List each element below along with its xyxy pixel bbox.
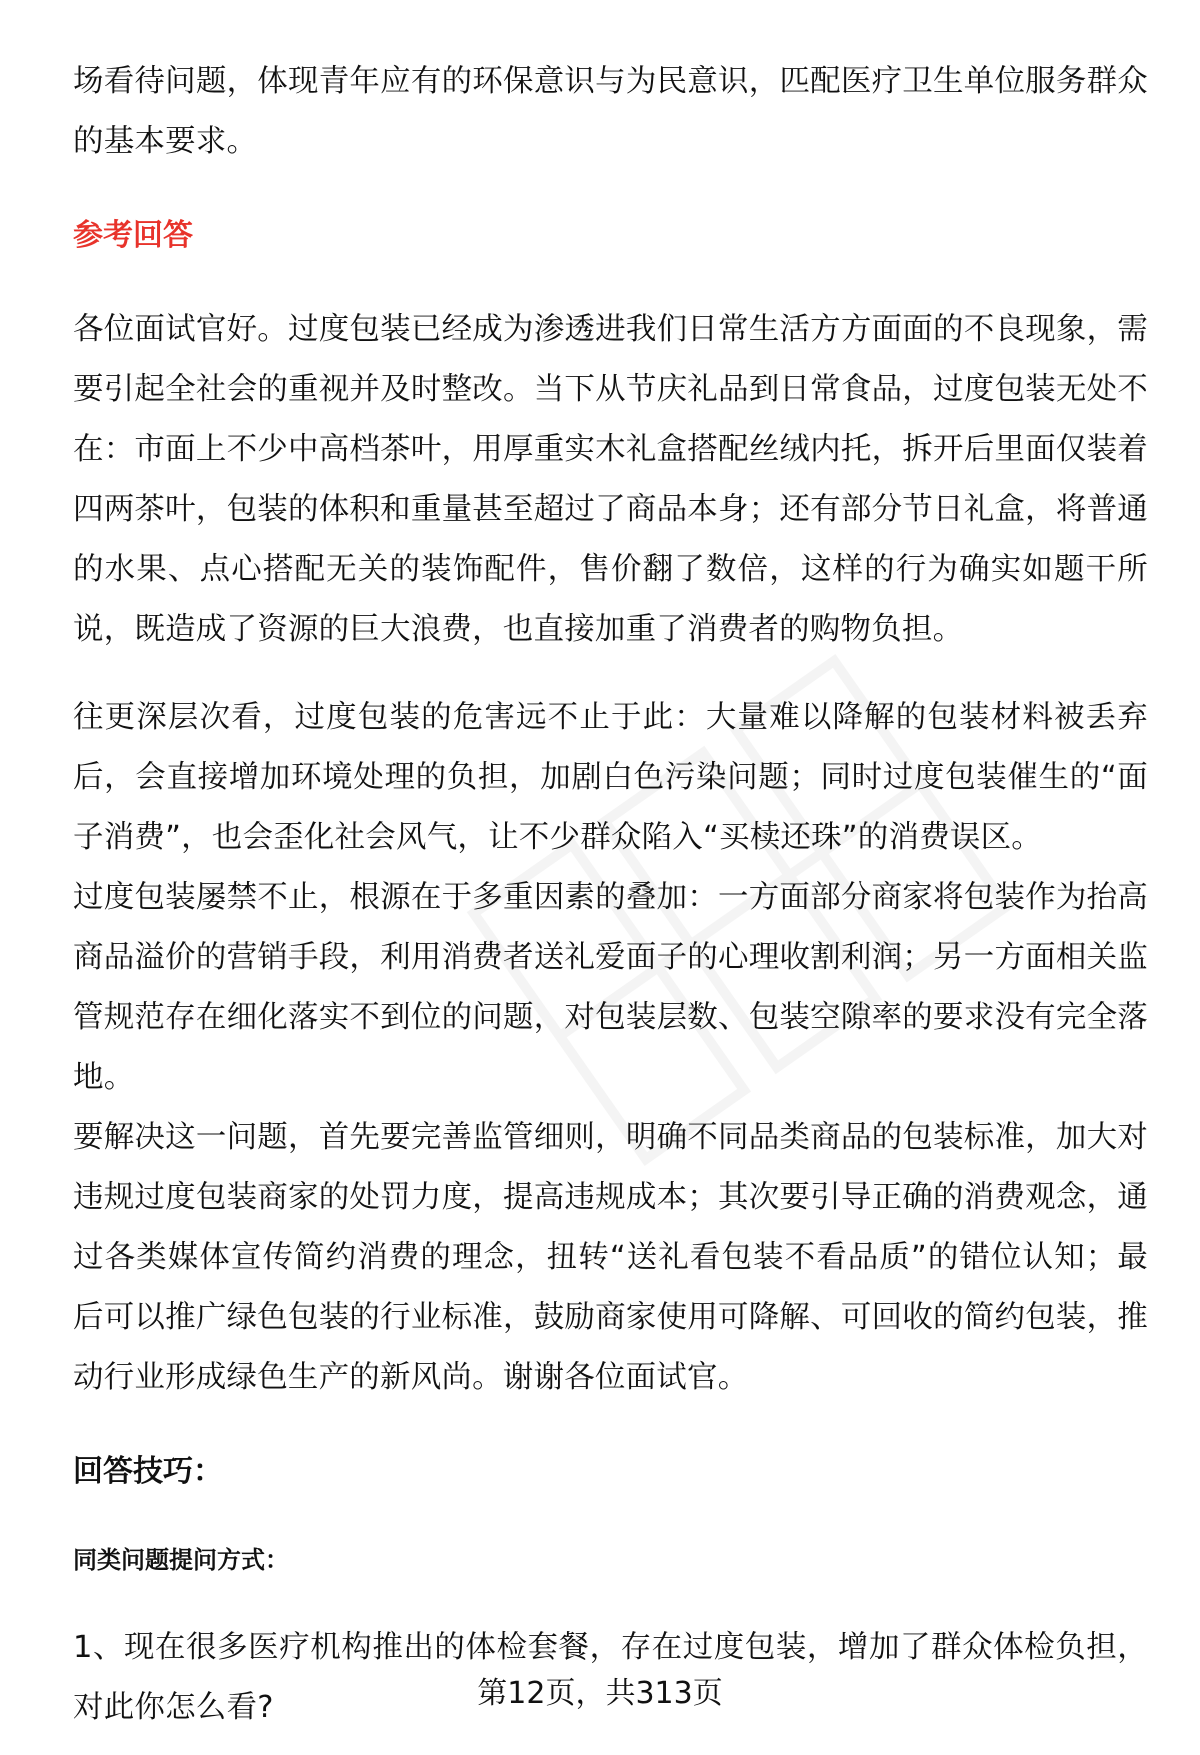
answer-paragraph-2: 往更深层次看，过度包装的危害远不止于此：大量难以降解的包装材料被丢弃后，会直接增加环境处理的负担，加剧白色污染问题；同时过度包装催生的“面子消费”，也会歪化社会风气，让不少群众陷入“买椟还珠”的消费误区。 xyxy=(73,700,1148,855)
answer-paragraph-3: 过度包装屡禁不止，根源在于多重因素的叠加：一方面部分商家将包装作为抬高商品溢价的营销手段，利用消费者送礼爱面子的心理收割利润；另一方面相关监管规范存在细化落实不到位的问题，对包装层数、包装空隙率的要求没有完全落地。 xyxy=(73,880,1148,1095)
document-body xyxy=(73,52,1148,1738)
reference-answer-heading: 参考回答 xyxy=(73,218,193,253)
answer-paragraph-4: 要解决这一问题，首先要完善监管细则，明确不同品类商品的包装标准，加大对违规过度包装商家的处罚力度，提高违规成本；其次要引导正确的消费观念，通过各类媒体宣传简约消费的理念，扭转“送礼看包装不看品质”的错位认知；最后可以推广绿色包装的行业标准，鼓励商家使用可降解、可回收的简约包装，推动行业形成绿色生产的新风尚。谢谢各位面试官。 xyxy=(73,1120,1148,1395)
answer-paragraph-1: 各位面试官好。过度包装已经成为渗透进我们日常生活方方面面的不良现象，需要引起全社会的重视并及时整改。当下从节庆礼品到日常食品，过度包装无处不在：市面上不少中高档茶叶，用厚重实木礼盒搭配丝绒内托，拆开后里面仅装着四两茶叶，包装的体积和重量甚至超过了商品本身；还有部分节日礼盒，将普通的水果、点心搭配无关的装饰配件，售价翻了数倍，这样的行为确实如题干所说，既造成了资源的巨大浪费，也直接加重了消费者的购物负担。 xyxy=(73,312,1148,647)
answer-tips-heading: 回答技巧： xyxy=(73,1454,223,1489)
similar-question-item: 1、现在很多医疗机构推出的体检套餐，存在过度包装，增加了群众体检负担，对此你怎么看? xyxy=(73,1630,1148,1725)
intro-paragraph: 场看待问题，体现青年应有的环保意识与为民意识，匹配医疗卫生单位服务群众的基本要求。 xyxy=(73,64,1148,159)
similar-questions-heading: 同类问题提问方式： xyxy=(73,1546,289,1574)
page-number: 第12页，共313页 xyxy=(477,1676,723,1711)
